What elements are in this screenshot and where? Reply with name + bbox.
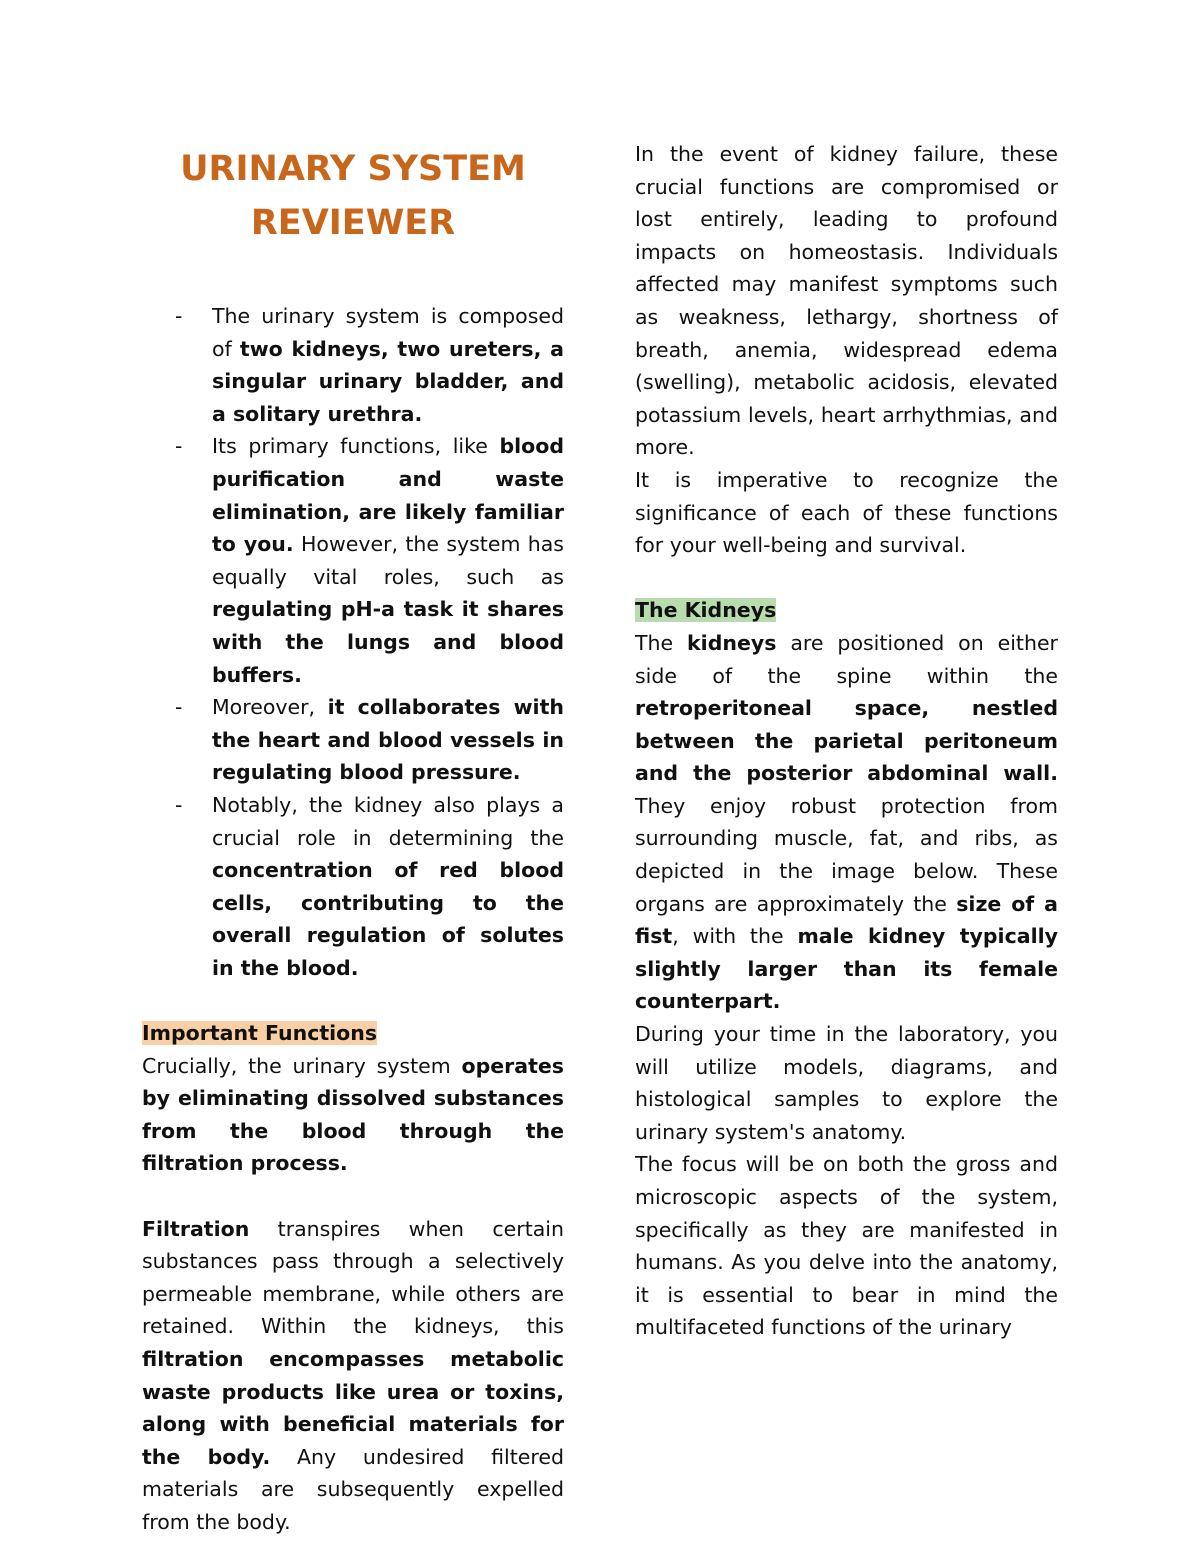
- bullet-text: Notably, the kidney also plays a crucial role in determining the: [212, 792, 564, 850]
- paragraph-bold-text: male kidney typically slightly larger than its female counterpart.: [635, 924, 1058, 1014]
- right-column: [635, 138, 1058, 1344]
- kidneys-heading: The Kidneys: [635, 598, 777, 623]
- kidneys-paragraph-1: [635, 627, 1058, 1018]
- paragraph-text: are positioned on either side of the spine within the: [635, 630, 1058, 688]
- paragraph-text: Any undesired filtered materials are subsequently expelled from the body.: [142, 1444, 564, 1534]
- paragraph-text: Crucially, the urinary system: [142, 1053, 462, 1078]
- paragraph-text: The: [635, 630, 688, 655]
- bullet-bold-text: blood purification and waste elimination, are likely familiar to you.: [212, 434, 564, 557]
- bullet-text: Moreover,: [212, 695, 328, 720]
- paragraph-bold-text: filtration encompasses metabolic waste products like urea or toxins, along with beneficial materials for the body.: [142, 1347, 564, 1469]
- bullet-item: [142, 789, 564, 985]
- kidneys-paragraph-3: The focus will be on both the gross and microscopic aspects of the system, specifically as they are manifested in humans. As you delve into the anatomy, it is essential to bear in mind the multifaceted functions of the urinary: [635, 1152, 1058, 1340]
- bullet-bold-text: two kidneys, two ureters, a singular urinary bladder, and a solitary urethra.: [212, 336, 565, 426]
- important-functions-heading-line: [142, 1017, 564, 1050]
- bullet-bold-text: concentration of red blood cells, contributing to the overall regulation of solutes in the blood.: [212, 858, 564, 980]
- document-title: [142, 142, 564, 250]
- paragraph-text: transpires when certain substances pass through a selectively permeable membrane, while others are retained. Within the kidneys, this: [142, 1216, 564, 1339]
- kidney-failure-paragraph: In the event of kidney failure, these crucial functions are compromised or lost entirely, leading to profound impacts on homeostasis. Individuals affected may manifest symptoms such as weakness, lethargy, shortness of breath, anemia, widespread edema (swelling), metabolic acidosis, elevated potassium levels, heart arrhythmias, and more.: [635, 142, 1058, 460]
- bullet-text: Its primary functions, like: [212, 434, 500, 459]
- bullet-dash: -: [175, 434, 183, 459]
- important-functions-heading: Important Functions: [142, 1021, 378, 1046]
- bullet-item: [142, 430, 564, 691]
- imperative-paragraph: It is imperative to recognize the significance of each of these functions for your well-being and survival.: [635, 467, 1058, 558]
- paragraph-text: , with the: [672, 924, 798, 949]
- bullet-dash: -: [175, 695, 183, 720]
- bullet-text: The urinary system is composed of: [212, 304, 564, 361]
- bullet-item: [142, 691, 564, 789]
- paragraph-bold-text: operates by eliminating dissolved substances from the blood through the filtration process.: [142, 1053, 564, 1176]
- paragraph-text: They enjoy robust protection from surrounding muscle, fat, and ribs, as depicted in the image below. These organs are approximately the: [635, 793, 1058, 916]
- title-line-1: URINARY SYSTEM: [180, 149, 526, 189]
- spacer: [635, 562, 1058, 595]
- intro-bullet-list: [142, 300, 564, 984]
- paragraph-bold-text: retroperitoneal space, nestled between the parietal peritoneum and the posterior abdominal wall.: [635, 696, 1058, 786]
- paragraph-bold-text: Filtration: [142, 1216, 250, 1241]
- important-functions-paragraph-1: [142, 1050, 564, 1180]
- bullet-bold-text: it collaborates with the heart and blood vessels in regulating blood pressure.: [212, 695, 564, 785]
- bullet-item: [142, 300, 564, 430]
- left-column: [142, 138, 564, 1539]
- kidneys-heading-line: [635, 594, 1058, 627]
- bullet-dash: -: [175, 792, 183, 817]
- paragraph-bold-text: kidneys: [687, 630, 777, 655]
- bullet-bold-text: regulating pH-a task it shares with the lungs and blood buffers.: [212, 597, 564, 687]
- title-line-2: REVIEWER: [250, 203, 456, 243]
- bullet-dash: -: [175, 304, 183, 328]
- filtration-paragraph: [142, 1213, 564, 1539]
- spacer: [142, 1180, 564, 1213]
- kidneys-paragraph-2: During your time in the laboratory, you will utilize models, diagrams, and histological samples to explore the urinary system's anatomy.: [635, 1022, 1058, 1144]
- spacer: [142, 984, 564, 1017]
- paragraph-bold-text: size of a fist: [635, 891, 1058, 949]
- bullet-text: However, the system has equally vital roles, such as: [212, 532, 564, 589]
